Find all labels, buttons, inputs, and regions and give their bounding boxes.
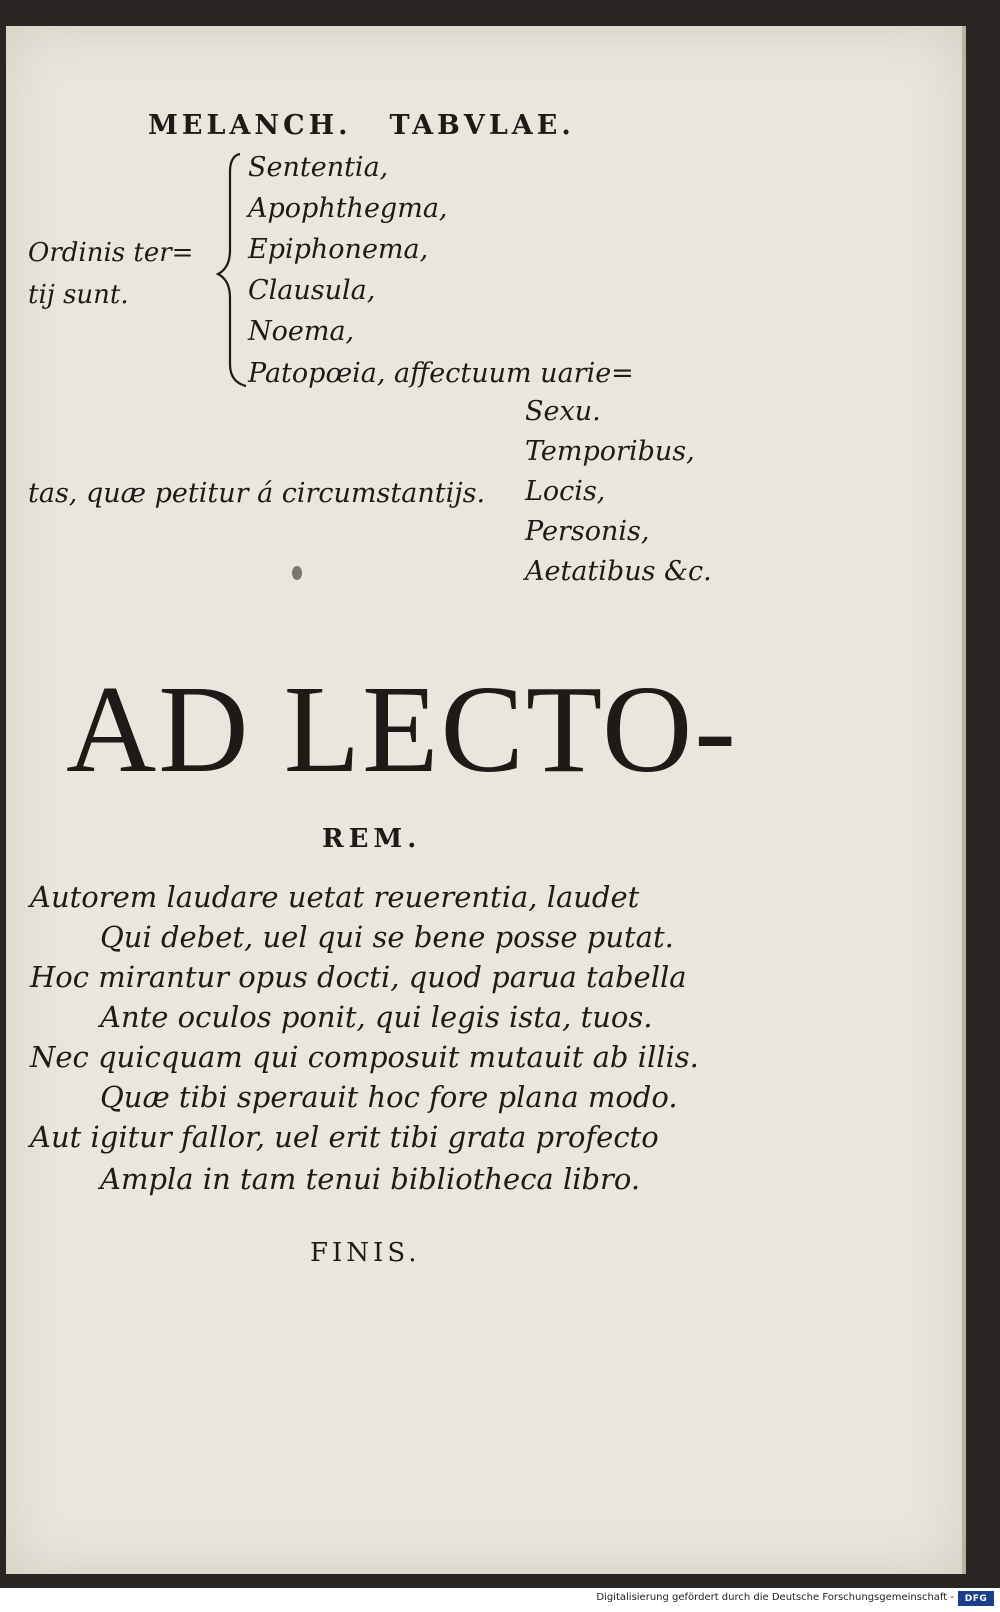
verse-line: Hoc mirantur opus docti, quod parua tabella [30, 960, 687, 994]
running-head [148, 110, 575, 141]
verse-line: Aut igitur fallor, uel erit tibi grata profecto [30, 1120, 659, 1154]
section-title-continued: REM. [322, 824, 422, 854]
circumstance-item: Sexu. [525, 396, 601, 427]
circumstance-item: Aetatibus &c. [525, 556, 712, 587]
circumstance-item: Locis, [525, 476, 606, 507]
curly-brace-icon [212, 150, 252, 390]
verse-line: Nec quicquam qui composuit mutauit ab illis. [30, 1040, 699, 1074]
side-label-line2: tij sunt. [28, 280, 129, 310]
verse-line: Qui debet, uel qui se bene posse putat. [100, 920, 674, 954]
verse-line: Ampla in tam tenui bibliotheca libro. [100, 1162, 641, 1196]
running-head-left: MELANCH. [148, 110, 352, 141]
continuation-line: tas, quæ petitur á circumstantijs. [28, 478, 486, 509]
side-label-line1: Ordinis ter= [28, 238, 194, 268]
verse-line: Quæ tibi sperauit hoc fore plana modo. [100, 1080, 678, 1114]
section-title: AD LECTO- [66, 661, 738, 799]
verse-line: Autorem laudare uetat reuerentia, laudet [30, 880, 640, 914]
brace-item: Noema, [248, 316, 355, 347]
brace-item: Apophthegma, [248, 193, 448, 224]
brace-item: Epiphonema, [248, 234, 429, 265]
running-head-right: TABVLAE. [389, 110, 575, 141]
dfg-logo-icon: DFG [958, 1591, 994, 1606]
circumstance-item: Personis, [525, 516, 650, 547]
brace-item: Patopœia, affectuum uarie= [248, 358, 634, 389]
verse-line: Ante oculos ponit, qui legis ista, tuos. [100, 1000, 653, 1034]
finis-label: FINIS. [310, 1238, 421, 1268]
ink-smudge [292, 566, 302, 580]
digitization-credit: Digitalisierung gefördert durch die Deutsche Forschungsgemeinschaft - [596, 1592, 954, 1603]
brace-item: Sententia, [248, 152, 389, 183]
circumstance-item: Temporibus, [525, 436, 695, 467]
brace-item: Clausula, [248, 275, 376, 306]
